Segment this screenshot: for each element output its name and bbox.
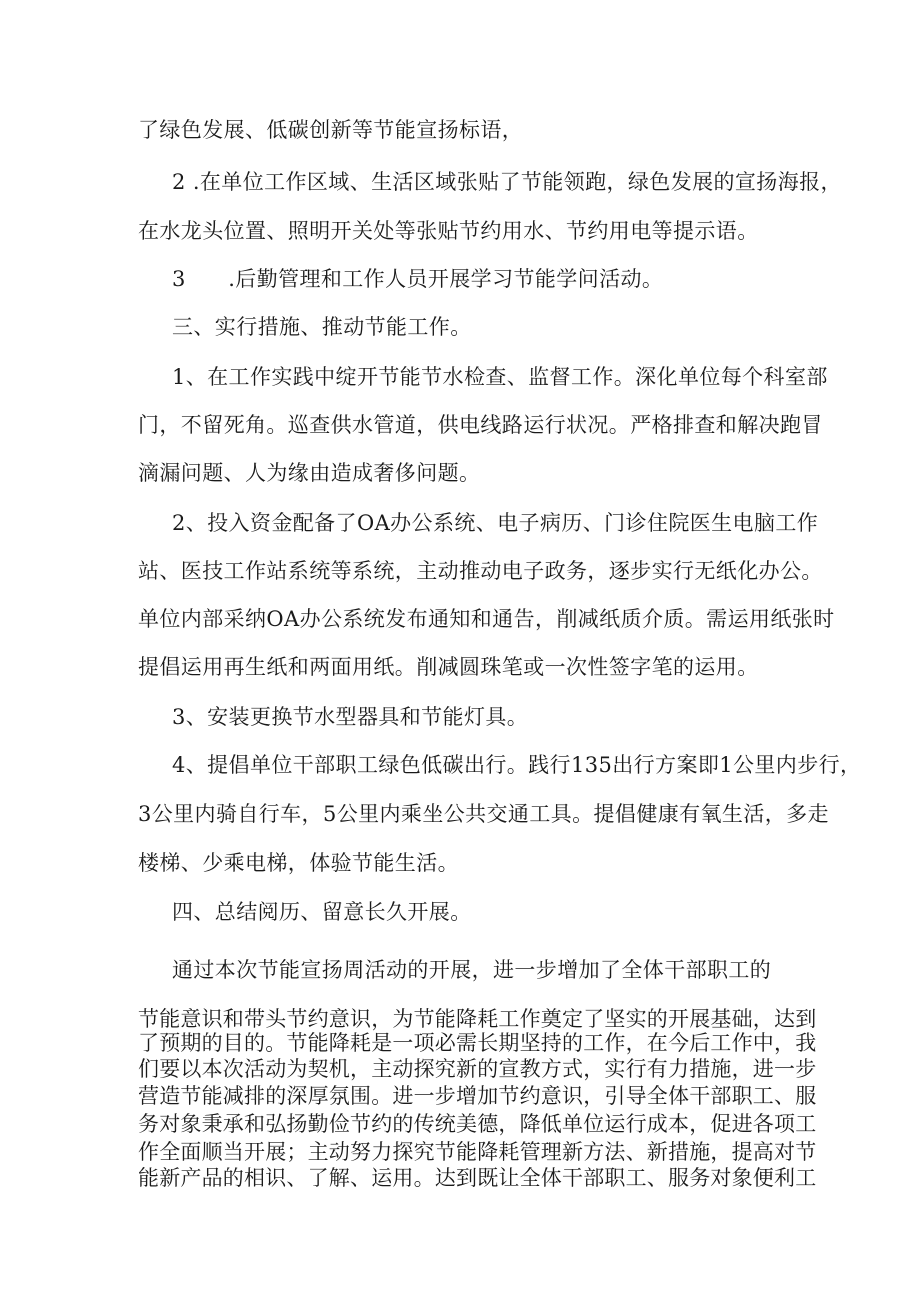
text-line: 2 .在单位工作区域、生活区域张贴了节能领跑，绿色发展的宣扬海报， [172,170,842,194]
section-heading: 三、实行措施、推动节能工作。 [172,315,472,339]
text-line: 3公里内骑自行车，5公里内乘坐公共交通工具。提倡健康有氧生活，多走 [138,802,829,826]
text-line: 通过本次节能宣扬周活动的开展，进一步增加了全体干部职工的 [172,958,772,982]
text-line: 1、在工作实践中绽开节能节水检查、监督工作。深化单位每个科室部 [172,365,828,389]
text-line: 营造节能减排的深厚氛围。进一步增加节约意识，引导全体干部职工、服 [138,1084,817,1108]
text-line: 务对象秉承和弘扬勤俭节约的传统美德，降低单位运行成本，促进各项工 [138,1112,817,1136]
text-line: 在水龙头位置、照明开关处等张贴节约用水、节约用电等提示语。 [138,219,759,243]
text-line: 了绿色发展、低碳创新等节能宣扬标语， [138,118,524,142]
text-line: 站、医技工作站系统等系统，主动推动电子政务，逐步实行无纸化办公。 [138,559,823,583]
text-line: 门，不留死角。巡查供水管道，供电线路运行状况。严格排查和解决跑冒 [138,413,823,437]
text-line: 们要以本次活动为契机，主动探究新的宣教方式，实行有力措施，进一步 [138,1057,817,1081]
text-line: 滴漏问题、人为缘由造成奢侈问题。 [138,461,481,485]
text-line: 单位内部采纳OA办公系统发布通知和通告，削减纸质介质。需运用纸张时 [138,607,835,631]
text-line: 3 .后勤管理和工作人员开展学习节能学问活动。 [172,267,664,291]
text-line: 了预期的目的。节能降耗是一项必需长期坚持的工作，在今后工作中，我 [138,1031,817,1055]
section-heading: 四、总结阅历、留意长久开展。 [172,900,472,924]
text-line: 节能意识和带头节约意识，为节能降耗工作奠定了坚实的开展基础，达到 [138,1007,817,1031]
text-line: 提倡运用再生纸和两面用纸。削减圆珠笔或一次性签字笔的运用。 [138,655,759,679]
text-line: 2、投入资金配备了OA办公系统、电子病历、门诊住院医生电脑工作 [172,511,819,535]
text-line: 楼梯、少乘电梯，体验节能生活。 [138,851,459,875]
text-line: 作全面顺当开展；主动努力探究节能降耗管理新方法、新措施，提高对节 [138,1140,817,1164]
text-line: 能新产品的相识、了解、运用。达到既让全体干部职工、服务对象便利工 [138,1166,817,1190]
text-line: 3、安装更换节水型器具和节能灯具。 [172,705,529,729]
text-line: 4、提倡单位干部职工绿色低碳出行。践行135出行方案即1公里内步行， [172,753,862,777]
